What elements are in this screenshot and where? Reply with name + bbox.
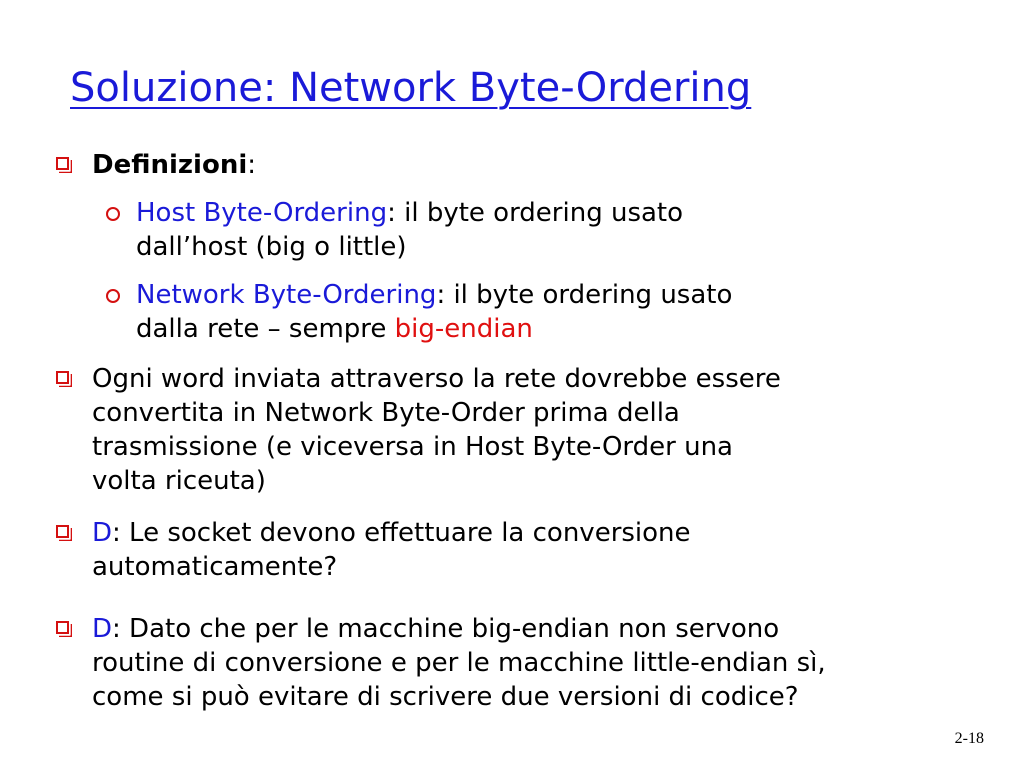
bullet-line: convertita in Network Byte-Order prima della xyxy=(92,398,680,428)
question-prefix: D xyxy=(92,614,113,644)
bullet-text: : Dato che per le macchine big-endian non servono xyxy=(112,614,780,644)
subbullet-text: : il byte ordering usato xyxy=(436,280,733,310)
subbullet-line: dall’host (big o little) xyxy=(136,232,407,262)
slide-title: Soluzione: Network Byte-Ordering xyxy=(70,65,752,111)
bullet-line: come si può evitare di scrivere due versioni di codice? xyxy=(92,682,799,712)
subbullet-line xyxy=(136,196,683,230)
bullet-definizioni xyxy=(92,148,256,182)
term-network-byte-ordering: Network Byte-Ordering xyxy=(136,280,437,310)
bullet-line xyxy=(92,516,691,550)
bullet-ogni-word xyxy=(92,362,781,498)
bullet-line: volta riceuta) xyxy=(92,466,266,496)
bullet-label: Definizioni xyxy=(92,150,248,180)
subbullet-network-byte-ordering xyxy=(136,278,732,346)
bullet-line xyxy=(92,612,826,646)
subbullet-text: : il byte ordering usato xyxy=(387,198,684,228)
subbullet-text: dalla rete – sempre xyxy=(136,314,395,344)
subbullet-host-byte-ordering xyxy=(136,196,683,264)
circle-bullet-icon xyxy=(106,207,120,221)
bullet-line: automaticamente? xyxy=(92,552,338,582)
term-host-byte-ordering: Host Byte-Ordering xyxy=(136,198,388,228)
subbullet-line xyxy=(136,312,732,346)
question-prefix: D xyxy=(92,518,113,548)
bullet-line: trasmissione (e viceversa in Host Byte-Order una xyxy=(92,432,733,462)
bullet-question-2 xyxy=(92,612,826,714)
bullet-question-1 xyxy=(92,516,691,584)
square-bullet-icon xyxy=(56,157,69,170)
bullet-line: Ogni word inviata attraverso la rete dovrebbe essere xyxy=(92,364,781,394)
bullet-suffix: : xyxy=(247,150,257,180)
square-bullet-icon xyxy=(56,525,69,538)
bullet-text: : Le socket devono effettuare la conversione xyxy=(112,518,691,548)
page-number: 2-18 xyxy=(954,730,984,747)
square-bullet-icon xyxy=(56,621,69,634)
highlight-big-endian: big-endian xyxy=(394,314,533,344)
circle-bullet-icon xyxy=(106,289,120,303)
bullet-line: routine di conversione e per le macchine little-endian sì, xyxy=(92,648,826,678)
subbullet-line xyxy=(136,278,732,312)
square-bullet-icon xyxy=(56,371,69,384)
